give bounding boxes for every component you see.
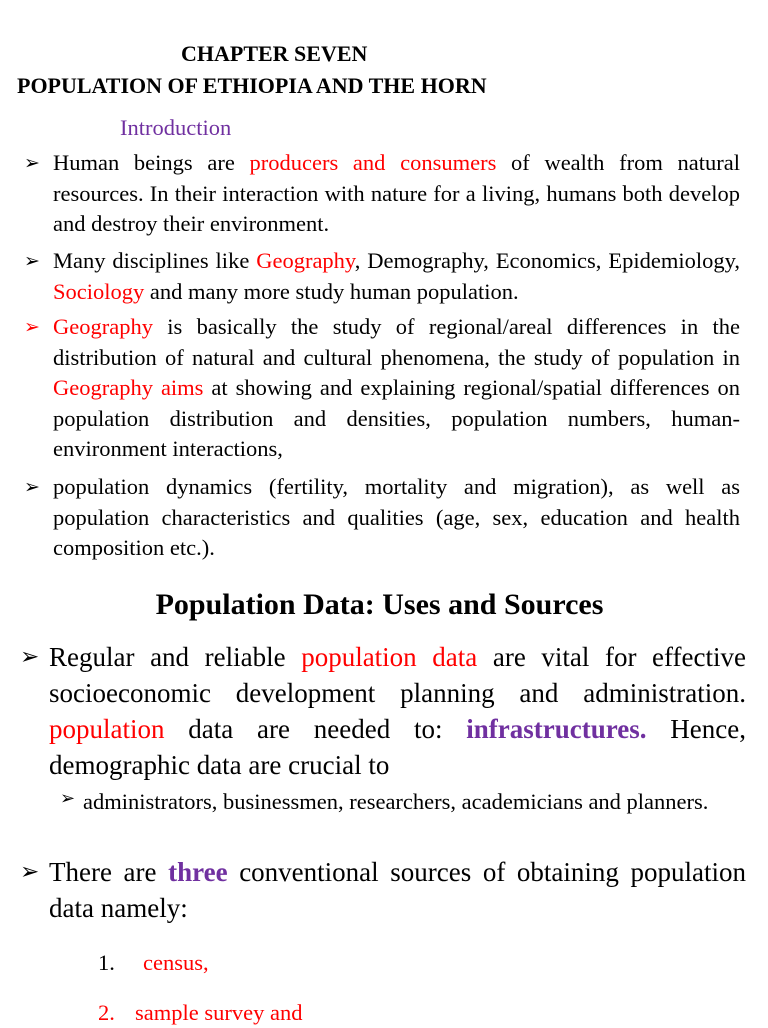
section-bullet-1-highlight: population data [301, 642, 478, 672]
intro-bullet-3-highlight: Geography aims [53, 375, 204, 400]
section-bullet-1 [49, 639, 746, 783]
section-bullet-2-text: There are [49, 857, 169, 887]
sub-bullet: administrators, businessmen, researchers, academicians and planners. [83, 789, 709, 814]
intro-bullet-2-text: Many disciplines like [53, 248, 257, 273]
section-bullet-1-highlight: population [49, 714, 165, 744]
intro-bullet-1-text: of wealth from natural resources. In their interaction with nature for a living, humans both develop and destroy their environment. [53, 150, 740, 236]
intro-bullet-2-text: , Demography, Economics, Epidemiology, [354, 248, 740, 273]
arrowhead-bullet-icon: ➢ [20, 859, 40, 885]
intro-bullet-3-text: at showing and explaining regional/spatial differences on population distribution and densities, population numbers, human-environment interactions, [53, 375, 741, 461]
arrowhead-bullet-icon: ➢ [60, 788, 76, 809]
list-item-number: 1. [98, 950, 115, 975]
arrowhead-bullet-icon: ➢ [24, 476, 40, 498]
intro-bullet-2-text: and many more study human population. [144, 278, 519, 304]
arrowhead-bullet-icon: ➢ [24, 316, 40, 338]
intro-heading: Introduction [120, 115, 232, 140]
list-item-number: 2. [98, 1000, 115, 1025]
intro-bullet-1-highlight: producers and consumers [249, 150, 497, 175]
intro-bullet-2-highlight: Geography [256, 248, 355, 273]
intro-bullet-4 [53, 472, 740, 564]
section-bullet-2-emphasis: three [168, 857, 228, 887]
arrowhead-bullet-icon: ➢ [20, 644, 40, 670]
intro-bullet-2 [53, 246, 740, 307]
arrowhead-bullet-icon: ➢ [24, 250, 40, 272]
section-bullet-2 [49, 854, 746, 926]
intro-bullet-4-text: population dynamics (fertility, mortality and migration), as well as population characteristics and qualities (age, sex, education and health composition etc.). [53, 474, 740, 560]
chapter-heading: CHAPTER SEVEN [181, 41, 368, 66]
section-heading: Population Data: Uses and Sources [155, 588, 604, 621]
arrowhead-bullet-icon: ➢ [24, 152, 40, 174]
section-bullet-1-text: Regular and reliable [49, 642, 302, 672]
list-item-text: sample survey and [135, 1000, 303, 1025]
list-item-text: census, [143, 950, 209, 975]
intro-bullet-1-text: Human beings are [53, 150, 250, 175]
intro-bullet-2-highlight: Sociology [53, 278, 145, 304]
intro-bullet-3-text: is basically the study of regional/areal differences in the distribution of natural and cultural phenomena, the study of population in [53, 314, 740, 370]
section-bullet-2-text: conventional sources of obtaining population data namely: [49, 857, 746, 923]
chapter-title: POPULATION OF ETHIOPIA AND THE HORN [17, 73, 487, 98]
section-bullet-1-text: data are needed to: [164, 714, 467, 744]
section-bullet-1-text: are vital for effective socioeconomic development planning and administration. [49, 642, 746, 708]
section-bullet-1-emphasis: infrastructures. [466, 714, 647, 744]
intro-bullet-3 [53, 312, 740, 465]
intro-bullet-1 [53, 148, 740, 240]
section-bullet-1-text: Hence, demographic data are crucial to [49, 714, 746, 780]
intro-bullet-3-highlight: Geography [53, 314, 153, 339]
